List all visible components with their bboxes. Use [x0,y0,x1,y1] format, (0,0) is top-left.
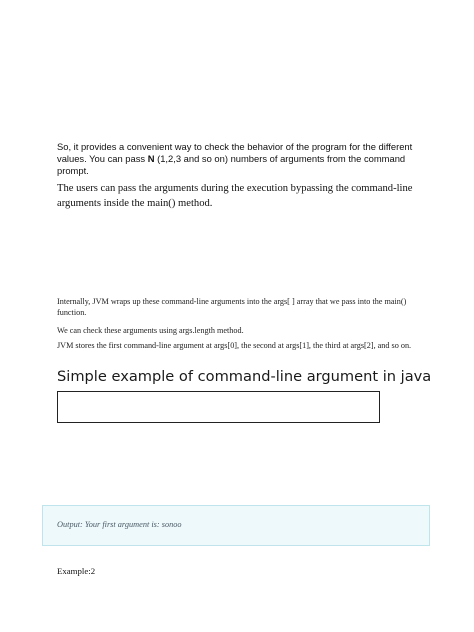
intro-text-end: (1,2,3 and so on) numbers of arguments from the command prompt. [57,153,406,177]
code-block [57,391,380,423]
jvm-stores-paragraph: JVM stores the first command-line argument at args[0], the second at args[1], the third at args[2], and so on. [57,341,412,350]
output-text: Output: Your first argument is: sonoo [57,520,182,529]
section-heading: Simple example of command-line argument in java [57,368,432,385]
execution-paragraph: The users can pass the arguments during the execution bypassing the command-line arguments inside the main() method. [57,183,413,209]
intro-text-start: So, it provides a convenient way to check the behavior of the program for the different values. You can pass [57,141,413,165]
args-length-paragraph: We can check these arguments using args.length method. [57,326,244,335]
example-label: Example:2 [57,566,96,576]
intro-paragraph [57,141,422,178]
output-panel [42,505,430,546]
intro-bold-n: N [147,153,155,165]
jvm-wraps-paragraph: Internally, JVM wraps up these command-line arguments into the args[ ] array that we pass into the main() function. [57,297,407,317]
